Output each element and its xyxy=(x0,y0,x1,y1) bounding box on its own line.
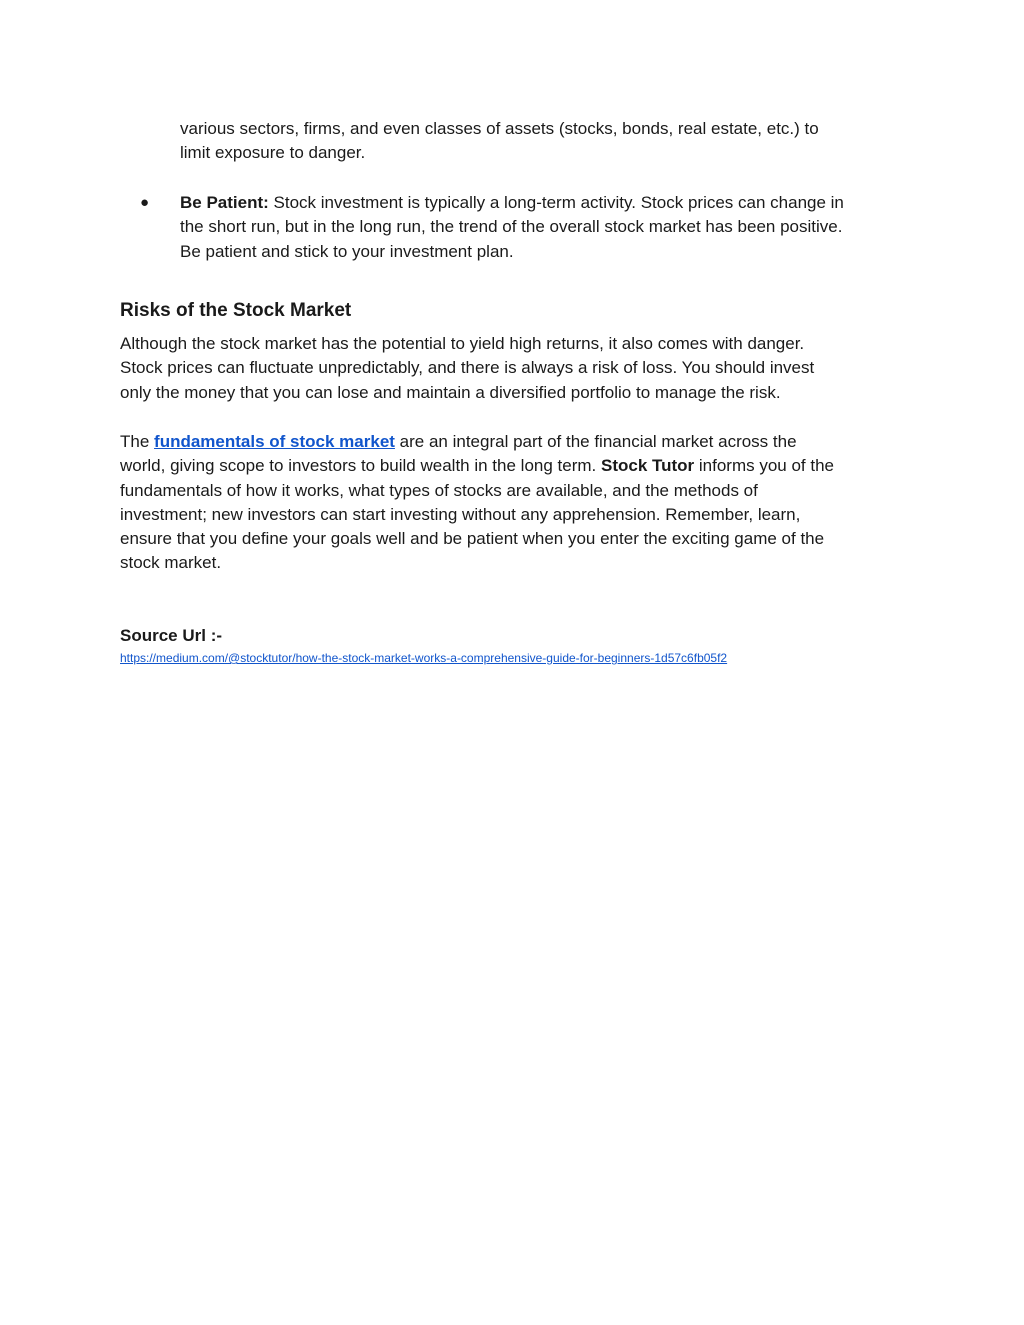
continued-paragraph xyxy=(180,117,910,166)
fundamentals-line-6: stock market. xyxy=(120,553,222,573)
bullet-item-be-patient xyxy=(140,191,910,264)
risks-paragraph xyxy=(120,332,910,405)
bullet-line-3: Be patient and stick to your investment plan. xyxy=(180,241,514,261)
fundamentals-line-1 xyxy=(120,430,910,454)
continued-line-2: limit exposure to danger. xyxy=(180,143,366,163)
fundamentals-intro: The xyxy=(120,432,155,451)
fundamentals-line-2-end: informs you of the xyxy=(694,456,835,476)
bullet-line-2: the short run, but in the long run, the trend of the overall stock market has been positive. xyxy=(180,217,843,237)
brand-name: Stock Tutor xyxy=(600,456,695,476)
bullet-line-1 xyxy=(180,191,910,215)
bullet-dot-icon: ● xyxy=(140,194,150,211)
bullet-title: Be Patient: xyxy=(180,193,269,212)
fundamentals-line-2-start: world, giving scope to investors to build wealth in the long term. xyxy=(120,456,601,476)
fundamentals-line-2 xyxy=(120,454,910,478)
fundamentals-paragraph xyxy=(120,430,910,576)
risks-line-3: only the money that you can lose and maintain a diversified portfolio to manage the risk. xyxy=(120,382,781,402)
bullet-text-1: Stock investment is typically a long-term activity. Stock prices can change in xyxy=(268,193,844,212)
risks-line-2: Stock prices can fluctuate unpredictably, and there is always a risk of loss. You should invest xyxy=(120,358,815,378)
section-heading: Risks of the Stock Market xyxy=(120,300,352,321)
fundamentals-line-3: fundamentals of how it works, what types of stocks are available, and the methods of xyxy=(120,480,758,500)
fundamentals-line-5: ensure that you define your goals well and be patient when you enter the exciting game of the xyxy=(120,529,825,549)
continued-line-1: various sectors, firms, and even classes of assets (stocks, bonds, real estate, etc.) to xyxy=(180,119,819,138)
source-label: Source Url :- xyxy=(120,626,223,645)
source-url-link[interactable]: https://medium.com/@stocktutor/how-the-stock-market-works-a-comprehensive-guide-for-beginners-1d57c6fb05f2 xyxy=(120,651,728,665)
fundamentals-line-4: investment; new investors can start investing without any apprehension. Remember, learn, xyxy=(120,504,801,524)
risks-line-1: Although the stock market has the potential to yield high returns, it also comes with danger. xyxy=(120,334,805,353)
fundamentals-after-link: are an integral part of the financial market across the xyxy=(394,432,797,451)
fundamentals-link[interactable]: fundamentals of stock market xyxy=(154,432,395,451)
